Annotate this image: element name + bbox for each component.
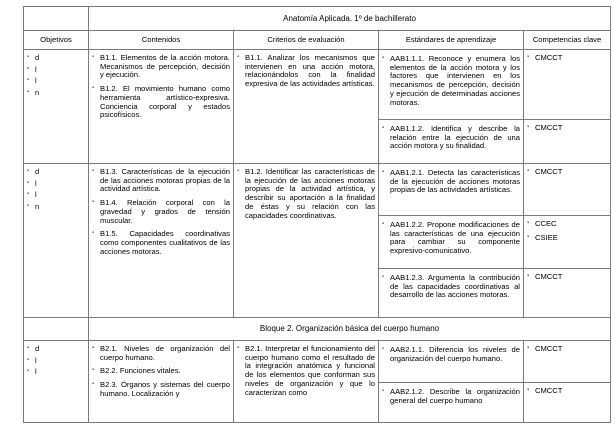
- estandar-text: ▪ AAB1.1.2. Identifica y describe la relación entre la ejecución de una acción motora y su finalidad.: [381, 125, 520, 151]
- competencia-item: ▪ CMCCT: [526, 124, 607, 133]
- contenido-item: ▪ B1.4. Relación corporal con la gravedad y grados de tensión muscular.: [91, 199, 230, 225]
- contenido-item: ▪ B1.1. Elementos de la acción motora. Mecanismos de percepción, decisión y ejecución.: [91, 54, 230, 80]
- contenidos-cell: [89, 341, 234, 423]
- objetivo-item: ▪ d: [26, 168, 86, 177]
- estandar-text: ▪ AAB1.2.3. Argumenta la contribución de las capacidades coordinativas al desarrollo de las acciones motoras.: [381, 274, 520, 300]
- competencias-cell: [524, 164, 611, 216]
- objetivo-item: ▪ l: [26, 180, 86, 189]
- objetivo-item: ▪ l: [26, 368, 86, 377]
- competencia-item: ▪ CMCCT: [526, 387, 607, 396]
- criterios-cell: [234, 341, 379, 423]
- criterios-cell: [234, 164, 379, 318]
- criterio-item: ▪ B1.1. Analizar los mecanismos que intervienen en una acción motora, relacionándolos con la finalidad expresiva de las actividades artísticas.: [236, 54, 375, 89]
- competencias-cell: [524, 383, 611, 423]
- objetivo-item: ▪ n: [26, 203, 86, 212]
- objetivo-item: ▪ l: [26, 66, 86, 75]
- header-objetivos: Objetivos: [24, 31, 89, 50]
- criterios-cell: [234, 50, 379, 164]
- objetivo-item: ▪ l: [26, 77, 86, 86]
- estandar-text: ▪ AAB1.1.1. Reconoce y enumera los elementos de la acción motora y los factores que intervienen en los mecanismos de percepción, decisión y ejecución de determinadas acciones motoras.: [381, 55, 520, 107]
- competencia-item: ▪ CMCCT: [526, 54, 607, 63]
- estandar-cell: [379, 269, 524, 318]
- competencia-item: ▪ CMCCT: [526, 273, 607, 282]
- header-contenidos: Contenidos: [89, 31, 234, 50]
- header-criterios: Criterios de evaluación: [234, 31, 379, 50]
- objetivo-item: ▪ d: [26, 54, 86, 63]
- contenido-item: ▪ B1.5. Capacidades coordinativas como componentes cualitativos de las acciones motoras.: [91, 230, 230, 256]
- competencia-item: ▪ CMCCT: [526, 345, 607, 354]
- empty-section-cell: [24, 318, 89, 341]
- estandar-text: ▪ AAB1.2.2. Propone modificaciones de las características de una ejecución para cambiar su componente expresivo-comunicativo.: [381, 221, 520, 256]
- objetivos-cell: [24, 50, 89, 164]
- estandar-text: ▪ AAB2.1.1. Diferencia los niveles de organización del cuerpo humano.: [381, 346, 520, 363]
- contenido-item: ▪ B2.3. Órganos y sistemas del cuerpo humano. Localización y: [91, 381, 230, 398]
- objetivos-cell: [24, 341, 89, 423]
- competencias-cell: [524, 50, 611, 120]
- estandar-cell: [379, 383, 524, 423]
- contenido-item: ▪ B2.2. Funciones vitales.: [91, 367, 230, 376]
- competencias-cell: [524, 341, 611, 383]
- contenido-item: ▪ B2.1. Niveles de organización del cuerpo humano.: [91, 345, 230, 362]
- competencias-cell: [524, 269, 611, 318]
- estandar-text: ▪ AAB1.2.1. Detecta las características de la ejecución de acciones motoras propias de las actividades artísticas.: [381, 169, 520, 195]
- competencias-cell: [524, 216, 611, 269]
- contenido-item: ▪ B1.2. El movimiento humano como herramienta artístico-expresiva. Conciencia corporal y estados psicofísicos.: [91, 85, 230, 120]
- header-estandares: Estándares de aprendizaje: [379, 31, 524, 50]
- objetivo-item: ▪ n: [26, 89, 86, 98]
- estandar-cell: [379, 341, 524, 383]
- estandar-cell: [379, 50, 524, 120]
- table-title: Anatomía Aplicada. 1º de bachillerato: [89, 7, 611, 31]
- empty-corner-cell: [24, 7, 89, 31]
- competencias-cell: [524, 120, 611, 164]
- competencia-item: ▪ CCEC: [526, 220, 607, 229]
- competencia-item: ▪ CSIEE: [526, 234, 607, 243]
- section-title: Bloque 2. Organización básica del cuerpo humano: [89, 318, 611, 341]
- criterio-item: ▪ B1.2. Identificar las características de la ejecución de las acciones motoras propias de la actividad artística, y describir su aportación a la finalidad de éstas y su relación con las capacidades coordinativas.: [236, 168, 375, 220]
- competencia-item: ▪ CMCCT: [526, 168, 607, 177]
- estandar-cell: [379, 216, 524, 269]
- estandar-cell: [379, 120, 524, 164]
- estandar-cell: [379, 164, 524, 216]
- contenidos-cell: [89, 164, 234, 318]
- objetivo-item: ▪ d: [26, 345, 86, 354]
- header-competencias: Competencias clave: [524, 31, 611, 50]
- estandar-text: ▪ AAB2.1.2. Describe la organización general del cuerpo humano: [381, 388, 520, 405]
- criterio-item: ▪ B2.1. Interpretar el funcionamiento del cuerpo humano como el resultado de la integración anatómica y funcional de los elementos que conforman sus niveles de organización y que lo caracterizan como: [236, 345, 375, 397]
- contenidos-cell: [89, 50, 234, 164]
- objetivo-item: ▪ l: [26, 191, 86, 200]
- objetivos-cell: [24, 164, 89, 318]
- contenido-item: ▪ B1.3. Características de la ejecución de las acciones motoras propias de la actividad artística.: [91, 168, 230, 194]
- objetivo-item: ▪ l: [26, 357, 86, 366]
- curriculum-table: [23, 6, 611, 423]
